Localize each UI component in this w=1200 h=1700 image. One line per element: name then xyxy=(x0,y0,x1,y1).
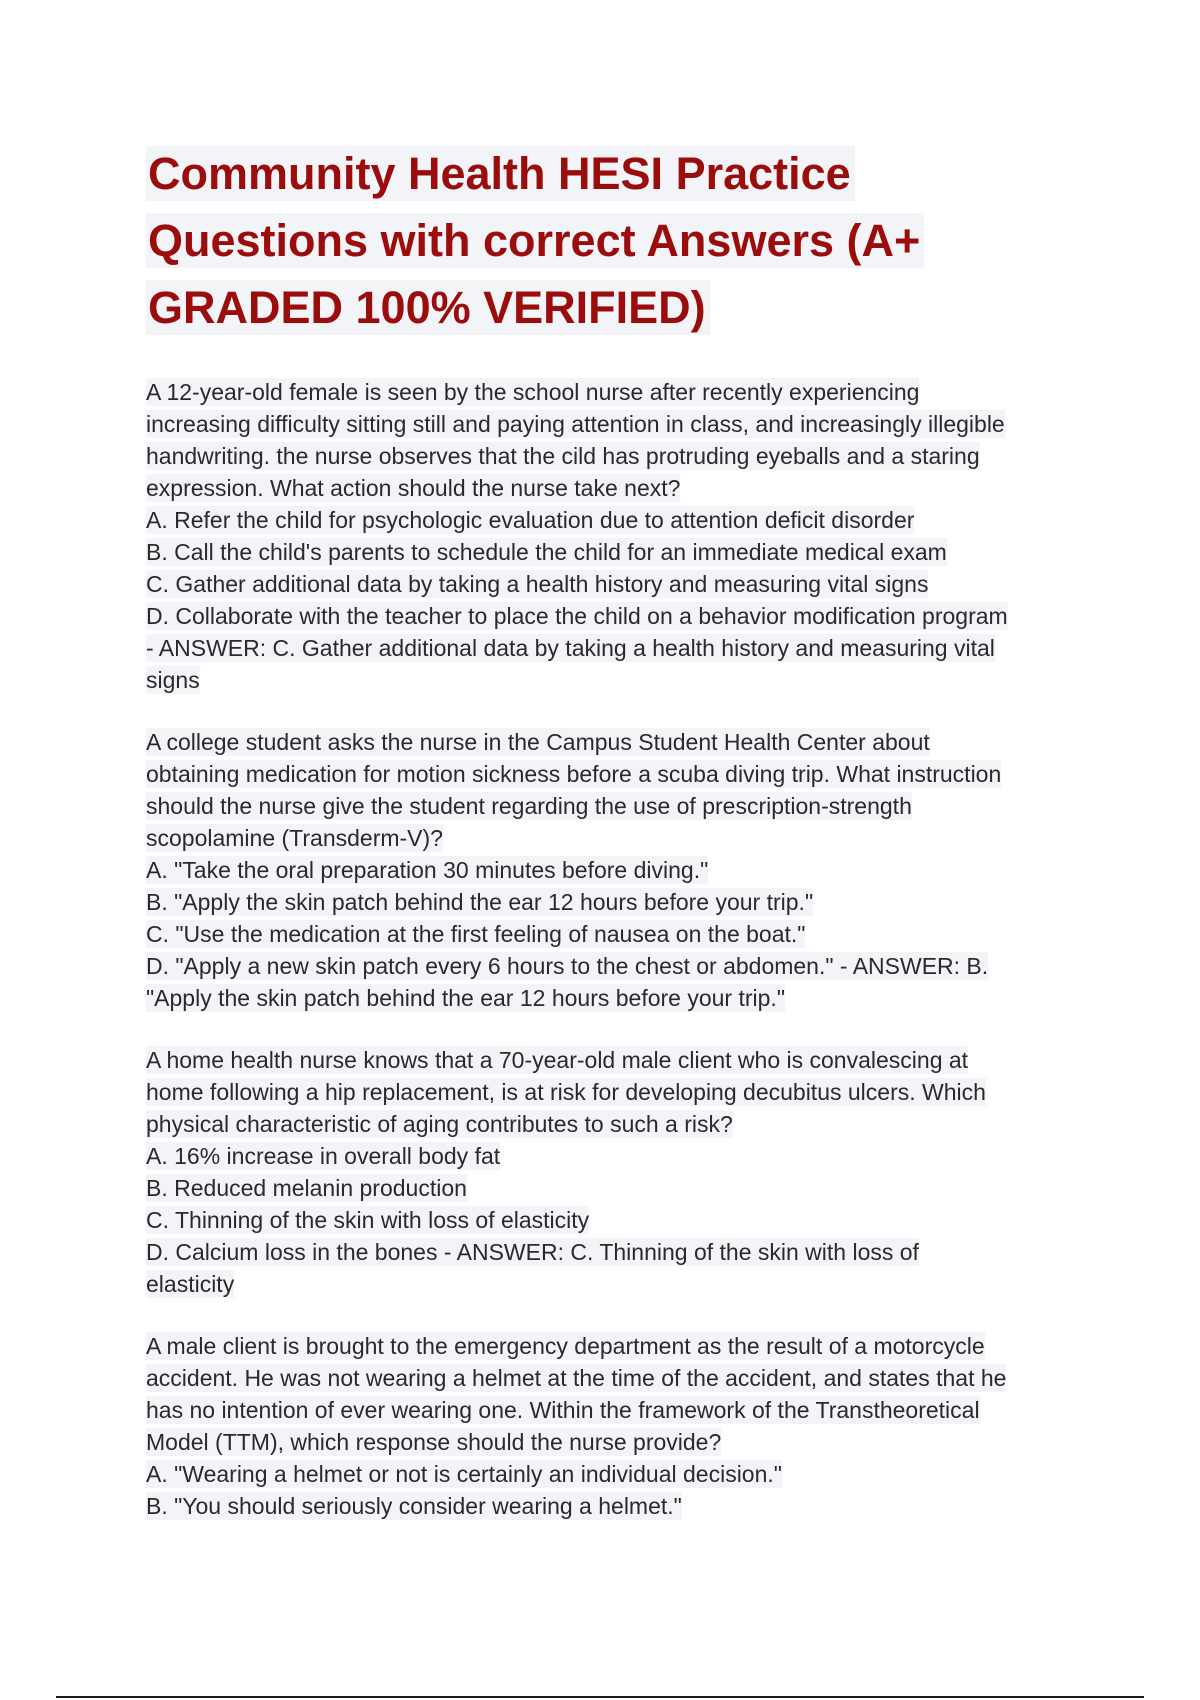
option-d-answer: D. Calcium loss in the bones - ANSWER: C. Thinning of the skin with loss of xyxy=(146,1239,919,1265)
question-text-line: A male client is brought to the emergency department as the result of a motorcycle xyxy=(146,1333,985,1359)
question-text-line: accident. He was not wearing a helmet at the time of the accident, and states that he xyxy=(146,1365,1007,1391)
question-text-line: home following a hip replacement, is at risk for developing decubitus ulcers. Which xyxy=(146,1079,986,1105)
option-a: A. "Wearing a helmet or not is certainly an individual decision." xyxy=(146,1461,782,1487)
answer-line: - ANSWER: C. Gather additional data by taking a health history and measuring vital xyxy=(146,635,995,661)
question-block-2 xyxy=(146,726,1061,1014)
question-text-line: A 12-year-old female is seen by the school nurse after recently experiencing xyxy=(146,379,920,405)
option-b: B. Reduced melanin production xyxy=(146,1175,467,1201)
title-line-3: GRADED 100% VERIFIED) xyxy=(146,280,710,335)
title-line-1: Community Health HESI Practice xyxy=(146,146,855,201)
option-b: B. "Apply the skin patch behind the ear 12 hours before your trip." xyxy=(146,889,814,915)
option-a: A. 16% increase in overall body fat xyxy=(146,1143,501,1169)
question-block-3 xyxy=(146,1044,1061,1300)
question-text-line: expression. What action should the nurse take next? xyxy=(146,475,681,501)
option-b: B. Call the child's parents to schedule the child for an immediate medical exam xyxy=(146,539,947,565)
option-a: A. Refer the child for psychologic evaluation due to attention deficit disorder xyxy=(146,507,915,533)
option-c: C. Thinning of the skin with loss of elasticity xyxy=(146,1207,590,1233)
question-text-line: obtaining medication for motion sickness before a scuba diving trip. What instruction xyxy=(146,761,1002,787)
option-d: D. Collaborate with the teacher to place the child on a behavior modification program xyxy=(146,603,1008,629)
answer-line: signs xyxy=(146,667,200,693)
page-title xyxy=(146,140,1026,341)
question-text-line: has no intention of ever wearing one. Within the framework of the Transtheoretical xyxy=(146,1397,980,1423)
title-line-2: Questions with correct Answers (A+ xyxy=(146,213,924,268)
question-text-line: increasing difficulty sitting still and paying attention in class, and increasingly illegible xyxy=(146,411,1005,437)
question-text-line: Model (TTM), which response should the nurse provide? xyxy=(146,1429,722,1455)
question-text-line: A home health nurse knows that a 70-year-old male client who is convalescing at xyxy=(146,1047,969,1073)
question-text-line: A college student asks the nurse in the Campus Student Health Center about xyxy=(146,729,930,755)
question-block-1 xyxy=(146,376,1061,696)
option-d-answer: D. "Apply a new skin patch every 6 hours to the chest or abdomen." - ANSWER: B. xyxy=(146,953,989,979)
question-block-4 xyxy=(146,1330,1061,1522)
question-text-line: scopolamine (Transderm-V)? xyxy=(146,825,443,851)
question-text-line: physical characteristic of aging contributes to such a risk? xyxy=(146,1111,733,1137)
questions-content xyxy=(146,376,1061,1552)
answer-line: "Apply the skin patch behind the ear 12 hours before your trip." xyxy=(146,985,785,1011)
option-c: C. "Use the medication at the first feeling of nausea on the boat." xyxy=(146,921,806,947)
question-text-line: should the nurse give the student regarding the use of prescription-strength xyxy=(146,793,912,819)
question-text-line: handwriting. the nurse observes that the cild has protruding eyeballs and a staring xyxy=(146,443,980,469)
option-c: C. Gather additional data by taking a health history and measuring vital signs xyxy=(146,571,929,597)
page-bottom-rule xyxy=(56,1696,1144,1698)
answer-line: elasticity xyxy=(146,1271,235,1297)
option-b: B. "You should seriously consider wearing a helmet." xyxy=(146,1493,682,1519)
option-a: A. "Take the oral preparation 30 minutes before diving." xyxy=(146,857,709,883)
